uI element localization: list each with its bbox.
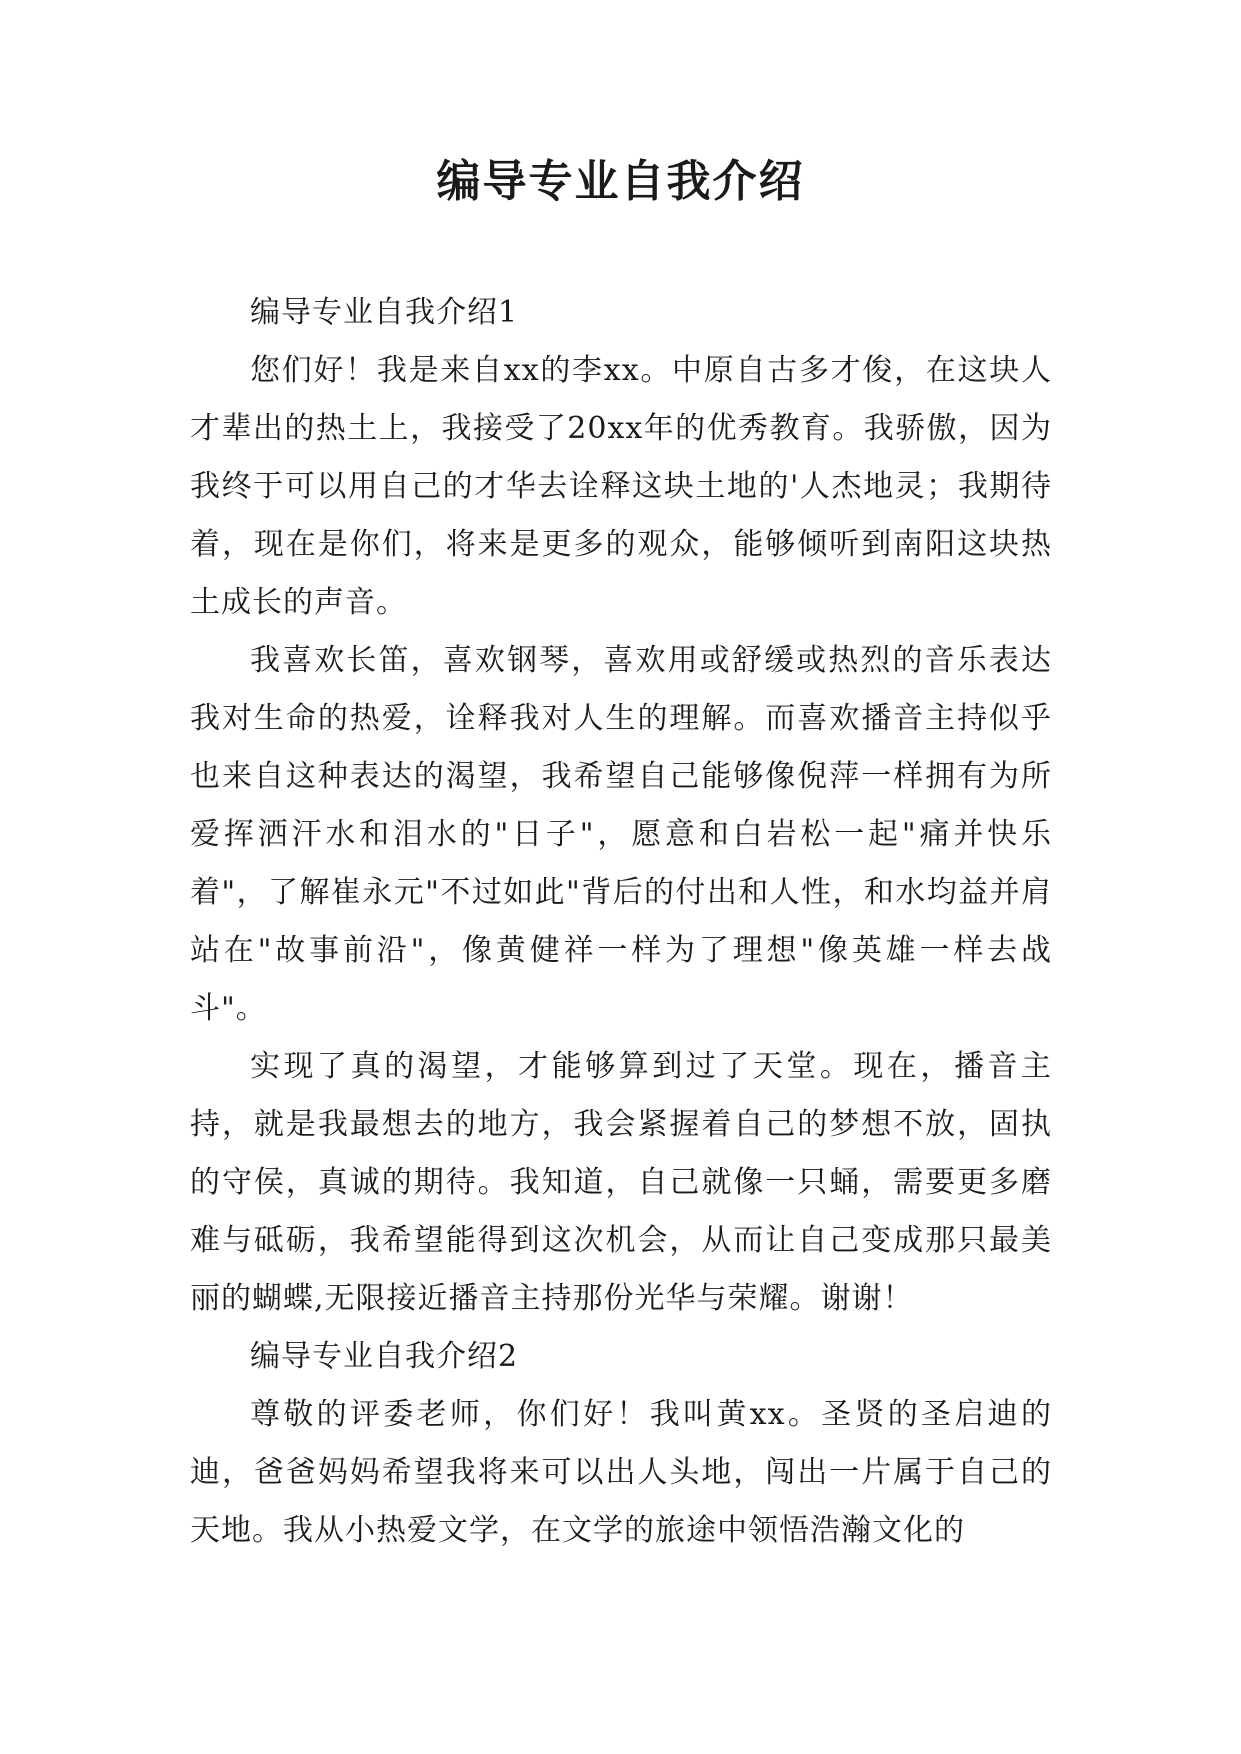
paragraph-3: 实现了真的渴望，才能够算到过了天堂。现在，播音主持，就是我最想去的地方，我会紧握着自己的梦想不放，固执的守侯，真诚的期待。我知道，自己就像一只蛹，需要更多磨难与砥砺，我希望能得到这次机会，从而让自己变成那只最美丽的蝴蝶,无限接近播音主持那份光华与荣耀。谢谢！ [190,1049,1052,1316]
paragraph-1: 您们好！我是来自xx的李xx。中原自古多才俊，在这块人才辈出的热土上，我接受了20xx年的优秀教育。我骄傲，因为我终于可以用自己的才华去诠释这块土地的'人杰地灵；我期待着，现在是你们，将来是更多的观众，能够倾听到南阳这块热土成长的声音。 [190,353,1052,620]
paragraph-4: 尊敬的评委老师，你们好！我叫黄xx。圣贤的圣启迪的迪，爸爸妈妈希望我将来可以出人头地，闯出一片属于自己的天地。我从小热爱文学，在文学的旅途中领悟浩瀚文化的 [190,1397,1052,1548]
document-body [190,284,1052,1560]
section-heading-1: 编导专业自我介绍1 [250,295,519,330]
document-title: 编导专业自我介绍 [436,156,805,207]
paragraph-2: 我喜欢长笛，喜欢钢琴，喜欢用或舒缓或热烈的音乐表达我对生命的热爱，诠释我对人生的理解。而喜欢播音主持似乎也来自这种表达的渴望，我希望自己能够像倪萍一样拥有为所爱挥洒汗水和泪水的"日子"，愿意和白岩松一起"痛并快乐着"，了解崔永元"不过如此"背后的付出和人性，和水均益并肩站在"故事前沿"，像黄健祥一样为了理想"像英雄一样去战斗"。 [190,643,1052,1026]
section-heading-2: 编导专业自我介绍2 [250,1339,519,1374]
